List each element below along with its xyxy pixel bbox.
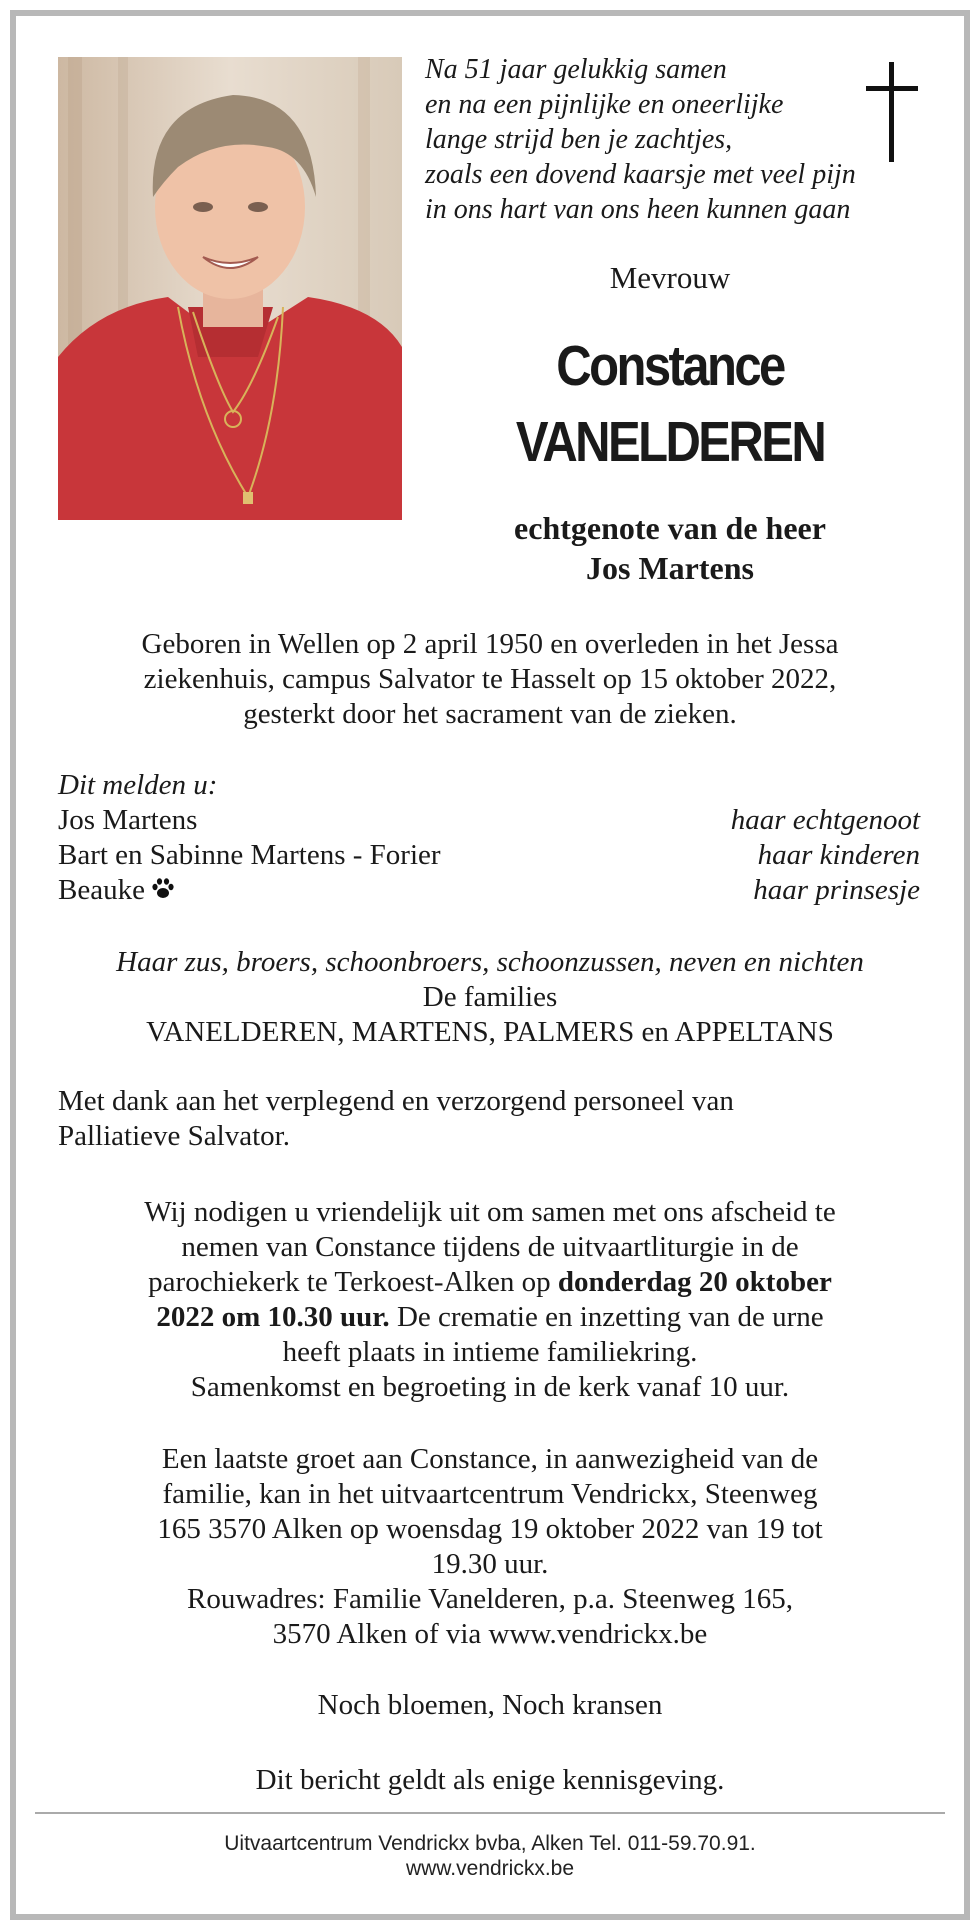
portrait-photo	[58, 57, 402, 520]
text-line: 19.30 uur.	[431, 1548, 549, 1580]
poem-line: Na 51 jaar gelukkig samen	[425, 54, 727, 85]
paw-icon	[151, 877, 175, 901]
mourner-name: Jos Martens	[58, 804, 198, 836]
poem	[425, 52, 925, 227]
mourners-intro: Dit melden u:	[58, 769, 218, 801]
mourner-row	[58, 803, 920, 838]
poem-line: en na een pijnlijke en oneerlijke	[425, 89, 784, 120]
deceased-last-name: VANELDEREN	[515, 410, 825, 474]
spouse-relation: echtgenote van de heer	[514, 510, 826, 546]
mourner-name: Bart en Sabinne Martens - Forier	[58, 839, 441, 871]
mourners-list	[58, 768, 920, 908]
salutation: Mevrouw	[609, 260, 731, 295]
family-block	[40, 945, 940, 1050]
text-span: De crematie en inzetting van de urne	[389, 1301, 824, 1333]
mourner-name: Beauke	[58, 874, 145, 906]
text-line: Geboren in Wellen op 2 april 1950 en overleden in het Jessa	[141, 628, 839, 660]
spouse-line	[420, 508, 920, 588]
spouse-name: Jos Martens	[586, 550, 754, 586]
poem-line: zoals een dovend kaarsje met veel pijn	[425, 159, 856, 190]
footer-company: Uitvaartcentrum Vendrickx bvba, Alken Tel. 011-59.70.91.	[224, 1832, 756, 1855]
funeral-time: 2022 om 10.30 uur.	[156, 1301, 390, 1333]
funeral-invitation	[40, 1195, 940, 1405]
text-line: familie, kan in het uitvaartcentrum Vendrickx, Steenweg	[162, 1478, 818, 1510]
text-line	[40, 1300, 940, 1335]
text-line: Met dank aan het verplegend en verzorgend personeel van	[58, 1085, 734, 1117]
families-label: De families	[422, 981, 558, 1013]
text-line: 165 3570 Alken op woensdag 19 oktober 2022 van 19 tot	[157, 1513, 823, 1545]
notice-line: Dit bericht geldt als enige kennisgeving.	[255, 1764, 725, 1796]
text-line: Wij nodigen u vriendelijk uit om samen met ons afscheid te	[144, 1196, 836, 1228]
text-line: 3570 Alken of via www.vendrickx.be	[272, 1618, 708, 1650]
divider	[35, 1812, 945, 1814]
families-names: VANELDEREN, MARTENS, PALMERS en APPELTANS	[146, 1016, 834, 1048]
birth-death-info	[40, 627, 940, 732]
deceased-first-name: Constance	[556, 334, 784, 398]
poem-line: in ons hart van ons heen kunnen gaan	[425, 194, 851, 225]
mourner-row	[58, 838, 920, 873]
mourner-row	[58, 873, 920, 908]
footer-website: www.vendrickx.be	[405, 1857, 575, 1880]
mourner-relation: haar kinderen	[757, 839, 920, 871]
footer	[40, 1831, 940, 1881]
text-line	[40, 1265, 940, 1300]
thanks-paragraph	[58, 1084, 938, 1154]
text-line: Een laatste groet aan Constance, in aanwezigheid van de	[161, 1443, 819, 1475]
relatives-line: Haar zus, broers, schoonbroers, schoonzussen, neven en nichten	[116, 946, 864, 978]
text-line: Rouwadres: Familie Vanelderen, p.a. Steenweg 165,	[187, 1583, 793, 1615]
text-line: gesterkt door het sacrament van de zieken.	[243, 698, 737, 730]
text-line: ziekenhuis, campus Salvator te Hasselt op 15 oktober 2022,	[143, 663, 837, 695]
funeral-date: donderdag 20 oktober	[557, 1266, 832, 1298]
text-line: Palliatieve Salvator.	[58, 1120, 290, 1152]
cross-icon	[862, 62, 922, 162]
mourner-relation: haar echtgenoot	[730, 804, 920, 836]
text-line: heeft plaats in intieme familiekring.	[282, 1336, 698, 1368]
farewell-info	[40, 1442, 940, 1652]
mourner-relation: haar prinsesje	[753, 874, 920, 906]
poem-line: lange strijd ben je zachtjes,	[425, 124, 733, 155]
no-flowers-line: Noch bloemen, Noch kransen	[317, 1689, 663, 1721]
mourner-name-wrap	[58, 873, 175, 908]
text-span: parochiekerk te Terkoest-Alken op	[148, 1266, 558, 1298]
text-line: nemen van Constance tijdens de uitvaartliturgie in de	[181, 1231, 799, 1263]
text-line: Samenkomst en begroeting in de kerk vanaf 10 uur.	[190, 1371, 790, 1403]
